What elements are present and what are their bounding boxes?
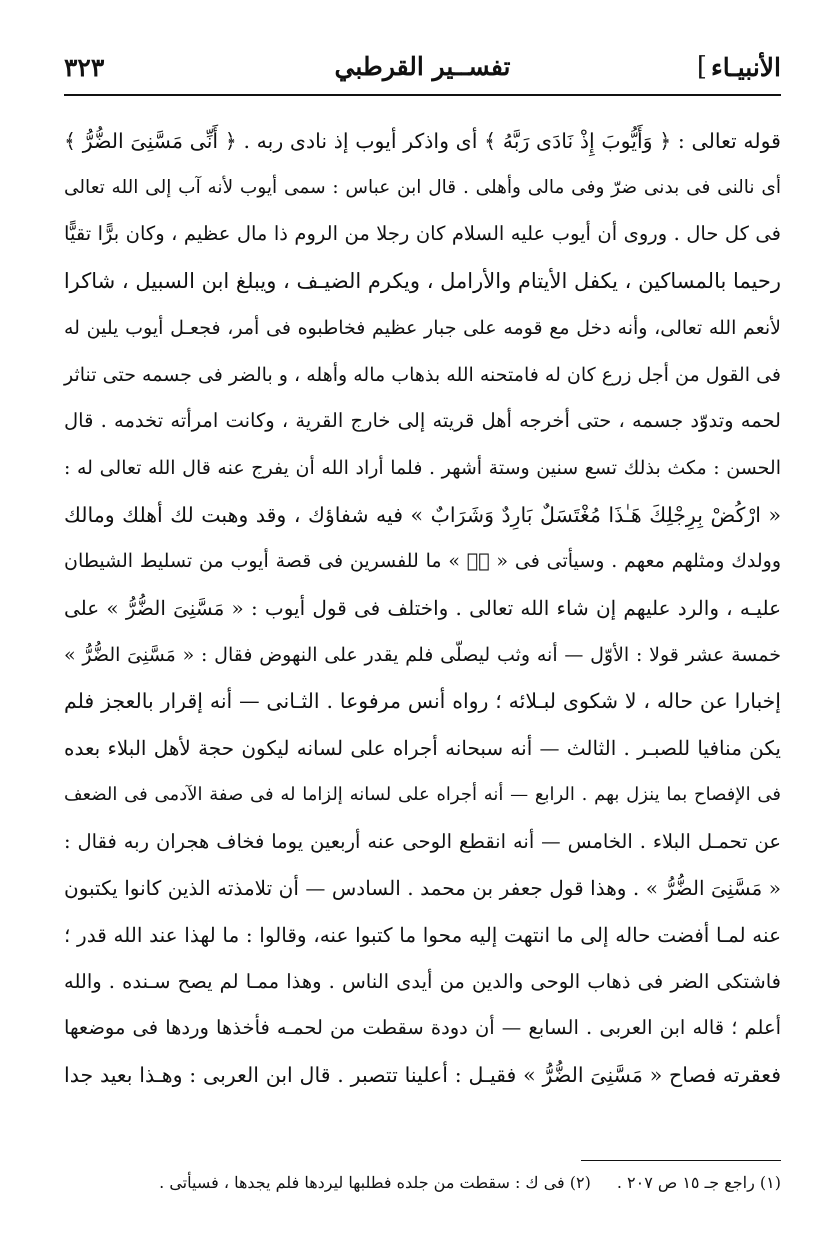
footnotes [64, 1160, 781, 1192]
footnote-rule [581, 1160, 781, 1161]
page-header [64, 40, 781, 96]
footnote-1: (١) راجع جـ ١٥ ص ٢٠٧ . [616, 1173, 781, 1192]
text-line: يكن منافيا للصبـر . الثالث — أنه سبحانه أجراه على لسانه ليكون حجة لأهل البلاء بعده [64, 736, 781, 761]
text-line: أعلم ؛ قاله ابن العربى . السابع — أن دودة سقطت من لحمـه فأخذها وردها فى موضعها [64, 1016, 781, 1040]
page-number: ٣٢٣ [64, 52, 105, 82]
text-line: فاشتكى الضر فى ذهاب الوحى والدين من أيدى الناس . وهذا ممـا لم يصح سـنده . والله [64, 969, 781, 993]
text-line: إخبارا عن حاله ، لا شكوى لبـلائه ؛ رواه أنس مرفوعا . الثـانى — أنه إقرار بالعجز فلم [64, 689, 781, 714]
text-line: خمسة عشر قولا : الأوّل — أنه وثب ليصلّى فلم يقدر على النهوض فقال : « مَسَّنِىَ الضُّرُّ » [64, 643, 781, 666]
text-line: عن تحمـل البلاء . الخامس — أنه انقطع الوحى عنه أربعين يوما فخاف هجران ربه فقال : [64, 829, 781, 853]
text-line: فى كل حال . وروى أن أيوب عليه السلام كان رجلا من الروم ذا مال عظيم ، وكان برًّا تقيًّا [64, 222, 781, 246]
book-title: تفســير القرطبي [334, 52, 511, 81]
text-line: عنه لمـا أفضت حاله إلى ما انتهت إليه محوا ما كتبوا عنه، وقالوا : ما لهذا عند الله قدر ؛ [64, 922, 782, 947]
text-line: فعقرته فصاح « مَسَّنِىَ الضُّرُّ » فقيـل : أعلينا تتصبر . قال ابن العربى : وهـذا بعيد جدا [64, 1063, 781, 1088]
main-text [64, 118, 781, 1099]
text-line: لأنعم الله تعالى، وأنه دخل مع قومه على جبار عظيم فخاطبوه فى أمر، فجعـل أيوب يلين له [64, 316, 781, 339]
text-line: أى نالنى فى بدنى ضرّ وفى مالى وأهلى . قال ابن عباس : سمى أيوب لأنه آب إلى الله تعالى [64, 176, 781, 198]
footnote-line [64, 1173, 781, 1192]
text-line: « ارْكُضْ بِرِجْلِكَ هَـٰذَا مُغْتَسَلٌ بَارِدٌ وَشَرَابٌ » فيه شفاؤك ، وقد وهبت لك أهلك ومالك [64, 502, 781, 527]
text-line: فى القول من أجل زرع كان له فامتحنه الله بذهاب ماله وأهله ، و بالضر فى جسمه حتى تناثر [64, 363, 781, 386]
text-line: لحمه وتدوّد جسمه ، حتى أخرجه أهل قريته إلى خارج القرية ، وكانت امرأته تخدمه . قال [64, 409, 781, 433]
text-line: عليـه ، والرد عليهم إن شاء الله تعالى . واختلف فى قول أيوب : « مَسَّنِىَ الضُّرُّ » على [64, 596, 781, 621]
header-bracket: ] [696, 52, 708, 82]
surah-name: الأنبيـاء [711, 52, 781, 82]
text-line: فى الإفصاح بما ينزل بهم . الرابع — أنه أجراه على لسانه إلزاما له فى صفة الآدمى فى الضعف [64, 783, 781, 805]
text-line: قوله تعالى : ﴿ وَأَيُّوبَ إِذْ نَادَى رَبَّهُ ﴾ أى واذكر أيوب إذ نادى ربه . ﴿ أَنِّى مَسَّنِىَ الضُّرُّ ﴾ [64, 129, 781, 153]
text-line: الحسن : مكث بذلك تسع سنين وستة أشهر . فلما أراد الله أن يفرج عنه قال الله تعالى له : [64, 456, 781, 479]
text-line: رحيما بالمساكين ، يكفل الأيتام والأرامل ، ويكرم الضيـف ، ويبلغ ابن السبيل ، شاكرا [63, 269, 781, 294]
footnote-2: (٢) فى ك : سقطت من جلده فطلبها ليردها فلم يجدها ، فسيأتى . [159, 1173, 591, 1192]
text-line: « مَسَّنِىَ الضُّرُّ » . وهذا قول جعفر بن محمد . السادس — أن تلامذته الذين كانوا يكتبون [64, 876, 781, 901]
text-line: وولدك ومثلهم معهم . وسيأتى فى « صۤ » ما للفسرين فى قصة أيوب من تسليط الشيطان [64, 550, 781, 573]
